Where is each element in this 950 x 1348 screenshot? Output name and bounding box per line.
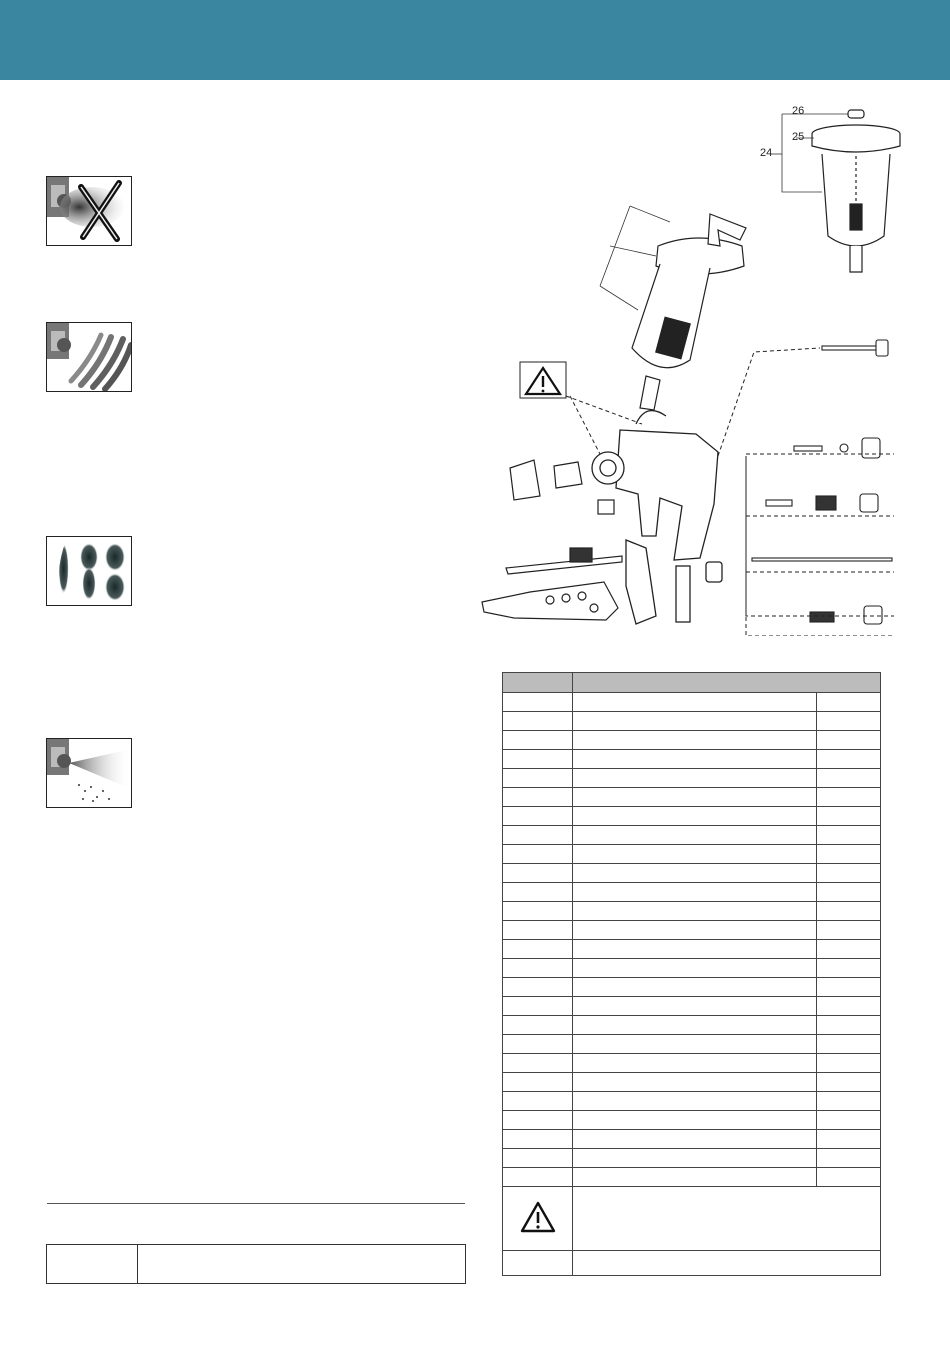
part-number-cell: [503, 693, 573, 712]
part-quantity-cell: [817, 1092, 881, 1111]
header-cell-description: [573, 673, 881, 693]
part-number-cell: [503, 1111, 573, 1130]
part-quantity-cell: [817, 1073, 881, 1092]
section-divider: [47, 1203, 465, 1204]
part-description-cell: [573, 1073, 817, 1092]
part-description-cell: [573, 864, 817, 883]
part-number-cell: [503, 1092, 573, 1111]
part-quantity-cell: [817, 1035, 881, 1054]
footer-cell-b: [573, 1251, 881, 1276]
parts-table-header: [503, 673, 881, 693]
part-number-cell: [503, 883, 573, 902]
part-number-cell: [503, 959, 573, 978]
part-quantity-cell: [817, 978, 881, 997]
part-description-cell: [573, 1035, 817, 1054]
part-description-cell: [573, 788, 817, 807]
warning-row: [503, 1187, 881, 1251]
part-description-cell: [573, 845, 817, 864]
part-description-cell: [573, 1130, 817, 1149]
part-description-cell: [573, 940, 817, 959]
part-quantity-cell: [817, 769, 881, 788]
table-row: [503, 902, 881, 921]
part-description-cell: [573, 1092, 817, 1111]
part-quantity-cell: [817, 883, 881, 902]
part-description-cell: [573, 712, 817, 731]
part-quantity-cell: [817, 807, 881, 826]
footer-row: [503, 1251, 881, 1276]
part-description-cell: [573, 750, 817, 769]
table-row: [503, 1111, 881, 1130]
warning-icon-cell: [503, 1187, 573, 1251]
table-row: [503, 959, 881, 978]
part-description-cell: [573, 693, 817, 712]
part-number-cell: [503, 712, 573, 731]
table-row: [503, 940, 881, 959]
part-quantity-cell: [817, 1054, 881, 1073]
part-description-cell: [573, 997, 817, 1016]
part-number-cell: [503, 788, 573, 807]
part-description-cell: [573, 902, 817, 921]
table-row: [503, 731, 881, 750]
part-description-cell: [573, 1149, 817, 1168]
warning-text-cell: [573, 1187, 881, 1251]
part-number-cell: [503, 1016, 573, 1035]
part-description-cell: [573, 1016, 817, 1035]
part-description-cell: [573, 731, 817, 750]
part-description-cell: [573, 1168, 817, 1187]
callout-24: 24: [760, 147, 773, 159]
table-row: [503, 1073, 881, 1092]
info-box-label-cell: [47, 1245, 138, 1283]
part-quantity-cell: [817, 826, 881, 845]
footer-cell-a: [503, 1251, 573, 1276]
part-quantity-cell: [817, 902, 881, 921]
part-number-cell: [503, 1168, 573, 1187]
part-description-cell: [573, 1054, 817, 1073]
table-row: [503, 693, 881, 712]
header-bar: [0, 0, 950, 80]
part-number-cell: [503, 845, 573, 864]
part-number-cell: [503, 750, 573, 769]
part-quantity-cell: [817, 731, 881, 750]
part-description-cell: [573, 1111, 817, 1130]
part-description-cell: [573, 959, 817, 978]
part-quantity-cell: [817, 997, 881, 1016]
part-quantity-cell: [817, 1016, 881, 1035]
table-row: [503, 883, 881, 902]
part-number-cell: [503, 769, 573, 788]
part-number-cell: [503, 826, 573, 845]
part-quantity-cell: [817, 750, 881, 769]
table-row: [503, 1168, 881, 1187]
part-quantity-cell: [817, 921, 881, 940]
part-description-cell: [573, 978, 817, 997]
part-quantity-cell: [817, 712, 881, 731]
header-cell-number: [503, 673, 573, 693]
table-row: [503, 978, 881, 997]
table-row: [503, 1092, 881, 1111]
part-quantity-cell: [817, 693, 881, 712]
table-row: [503, 845, 881, 864]
part-quantity-cell: [817, 788, 881, 807]
table-row: [503, 997, 881, 1016]
parts-table: [502, 672, 881, 1276]
part-description-cell: [573, 769, 817, 788]
spitting-spray-pattern-icon: [46, 738, 132, 808]
callout-25: 25: [792, 131, 805, 143]
table-row: [503, 807, 881, 826]
info-box: [46, 1244, 466, 1284]
part-number-cell: [503, 1130, 573, 1149]
table-row: [503, 1035, 881, 1054]
part-quantity-cell: [817, 845, 881, 864]
banded-spray-pattern-icon: [46, 322, 132, 392]
part-quantity-cell: [817, 1111, 881, 1130]
part-description-cell: [573, 883, 817, 902]
table-row: [503, 769, 881, 788]
spray-shape-comparison-icon: [46, 536, 132, 606]
table-row: [503, 750, 881, 769]
part-number-cell: [503, 1035, 573, 1054]
part-number-cell: [503, 902, 573, 921]
part-quantity-cell: [817, 1130, 881, 1149]
part-number-cell: [503, 978, 573, 997]
part-quantity-cell: [817, 864, 881, 883]
part-quantity-cell: [817, 940, 881, 959]
part-number-cell: [503, 921, 573, 940]
table-row: [503, 1054, 881, 1073]
table-row: [503, 1149, 881, 1168]
table-row: [503, 1130, 881, 1149]
warning-triangle-icon: [520, 1200, 556, 1234]
part-number-cell: [503, 731, 573, 750]
part-number-cell: [503, 1054, 573, 1073]
part-quantity-cell: [817, 959, 881, 978]
part-number-cell: [503, 1149, 573, 1168]
table-row: [503, 864, 881, 883]
table-row: [503, 1016, 881, 1035]
part-number-cell: [503, 1073, 573, 1092]
exploded-parts-diagram: [470, 96, 910, 636]
table-row: [503, 921, 881, 940]
part-number-cell: [503, 864, 573, 883]
alternate-cup-illustration: [812, 110, 900, 272]
table-row: [503, 788, 881, 807]
table-row: [503, 826, 881, 845]
part-description-cell: [573, 807, 817, 826]
part-number-cell: [503, 997, 573, 1016]
part-number-cell: [503, 940, 573, 959]
part-description-cell: [573, 921, 817, 940]
table-row: [503, 712, 881, 731]
part-description-cell: [573, 826, 817, 845]
callout-26: 26: [792, 105, 805, 117]
part-number-cell: [503, 807, 573, 826]
crossed-out-spray-pattern-icon: [46, 176, 132, 246]
part-quantity-cell: [817, 1149, 881, 1168]
part-quantity-cell: [817, 1168, 881, 1187]
